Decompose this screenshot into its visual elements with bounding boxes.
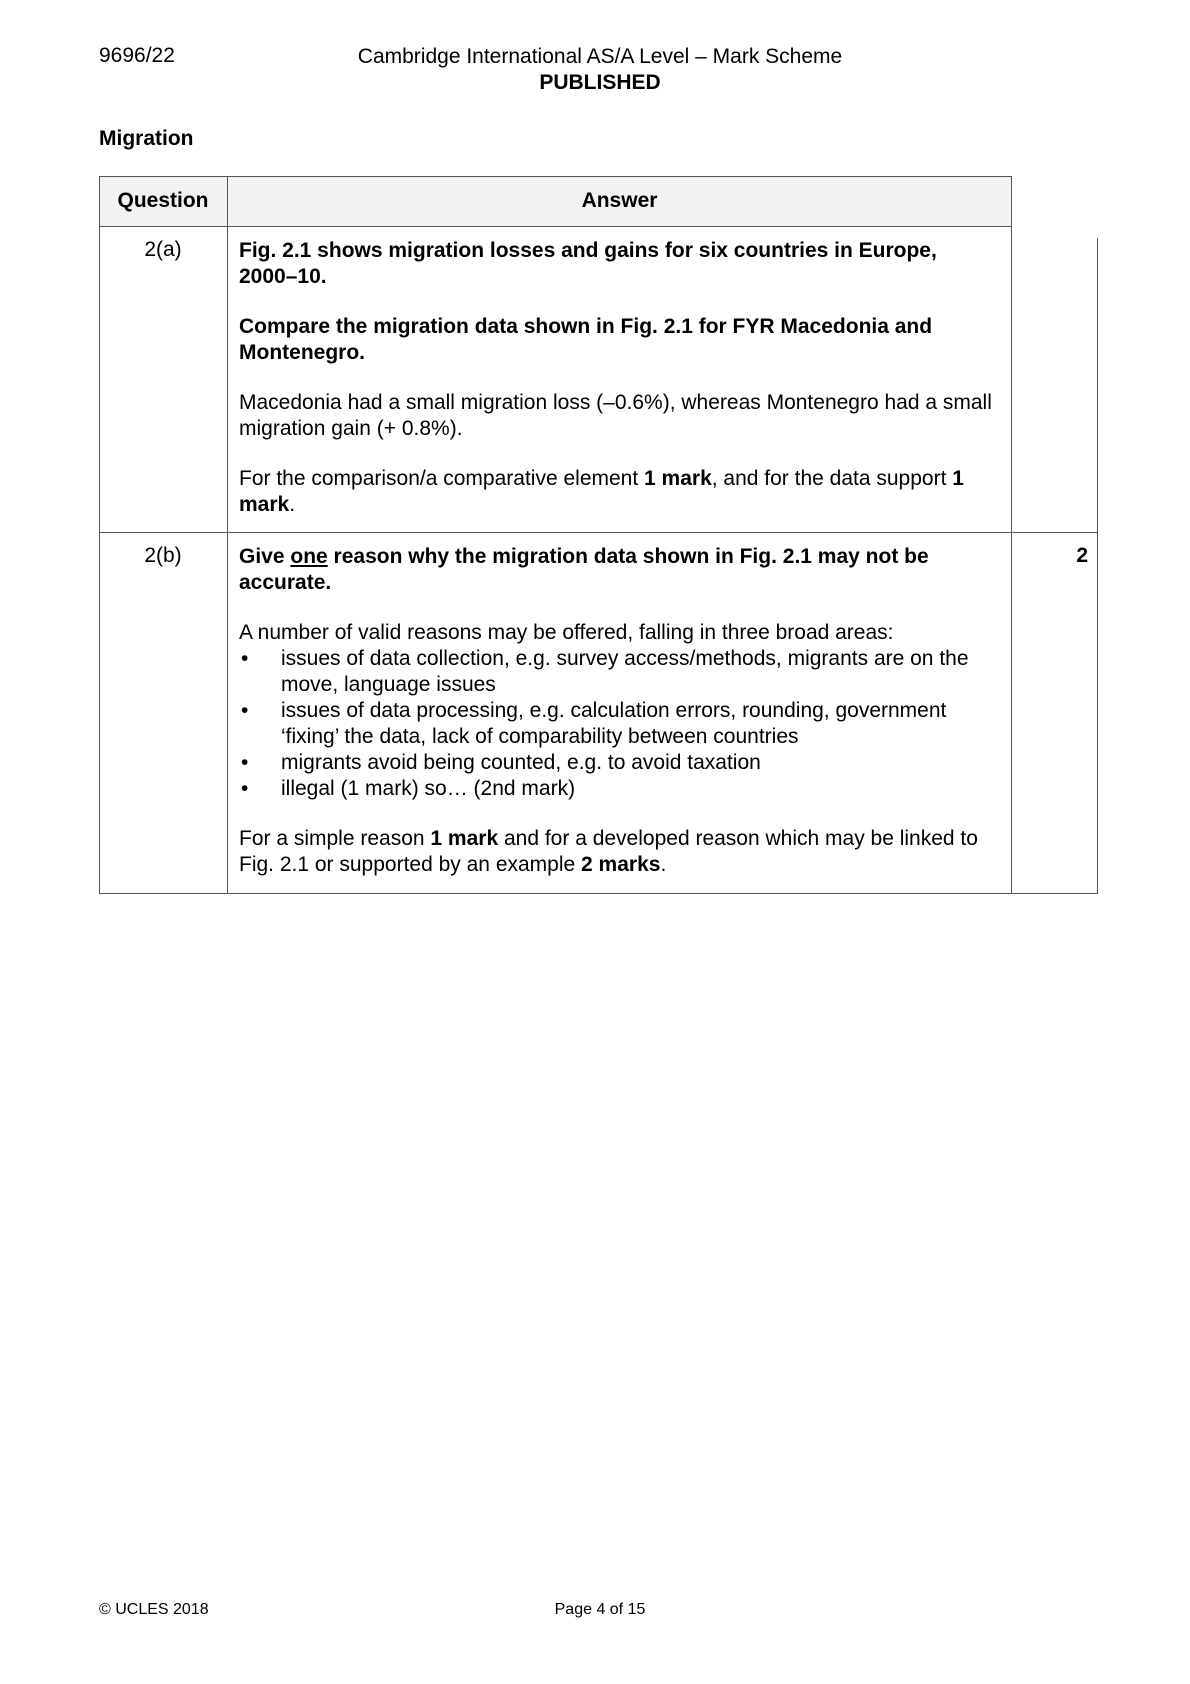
list-item: • illegal (1 mark) so… (2nd mark) bbox=[241, 777, 576, 800]
question-prompt: Fig. 2.1 shows migration losses and gains for six countries in Europe, 2000–10. bbox=[239, 239, 937, 288]
answer-text: Macedonia had a small migration loss (–0.6%), whereas Montenegro had a small migration gain (+ 0.8%). bbox=[239, 391, 992, 440]
answer-cell bbox=[239, 544, 1001, 878]
question-prompt: Compare the migration data shown in Fig. 2.1 for FYR Macedonia and Montenegro. bbox=[239, 315, 933, 364]
list-item: • migrants avoid being counted, e.g. to avoid taxation bbox=[241, 751, 761, 774]
table-header-border bbox=[99, 226, 1012, 227]
list-item: • issues of data collection, e.g. survey access/methods, migrants are on the move, language issues bbox=[241, 647, 969, 696]
mark-scheme-table bbox=[99, 176, 1098, 894]
question-number: 2(a) bbox=[144, 238, 182, 261]
answer-intro: A number of valid reasons may be offered, falling in three broad areas: bbox=[239, 621, 894, 644]
copyright-notice: © UCLES 2018 bbox=[99, 1601, 209, 1618]
answer-column-border bbox=[1011, 176, 1012, 894]
question-number: 2(b) bbox=[144, 544, 182, 567]
answer-cell bbox=[239, 238, 1001, 518]
page-number: Page 4 of 15 bbox=[554, 1601, 646, 1618]
marks-value: 2 bbox=[1076, 544, 1088, 567]
marking-guidance: For a simple reason 1 mark and for a developed reason which may be linked to Fig. 2.1 or supported by an example 2 marks. bbox=[239, 827, 978, 876]
row-divider bbox=[99, 532, 1098, 533]
document-title: Cambridge International AS/A Level – Mark Scheme bbox=[357, 45, 843, 68]
table-left-border bbox=[99, 176, 100, 894]
question-column-header: Question bbox=[117, 189, 209, 212]
question-column-border bbox=[227, 176, 228, 894]
table-bottom-border bbox=[99, 893, 1098, 894]
list-item: • issues of data processing, e.g. calculation errors, rounding, government ‘fixing’ the data, lack of comparability between countries bbox=[241, 699, 947, 748]
section-title: Migration bbox=[99, 127, 194, 150]
document-header bbox=[250, 44, 950, 96]
document-code: 9696/22 bbox=[99, 44, 175, 67]
marking-guidance: For the comparison/a comparative element 1 mark, and for the data support 1 mark. bbox=[239, 467, 964, 516]
reasons-list bbox=[239, 646, 1001, 802]
question-prompt: Give one reason why the migration data shown in Fig. 2.1 may not be accurate. bbox=[239, 545, 929, 594]
answer-column-header: Answer bbox=[581, 189, 658, 212]
published-label: PUBLISHED bbox=[539, 71, 661, 94]
